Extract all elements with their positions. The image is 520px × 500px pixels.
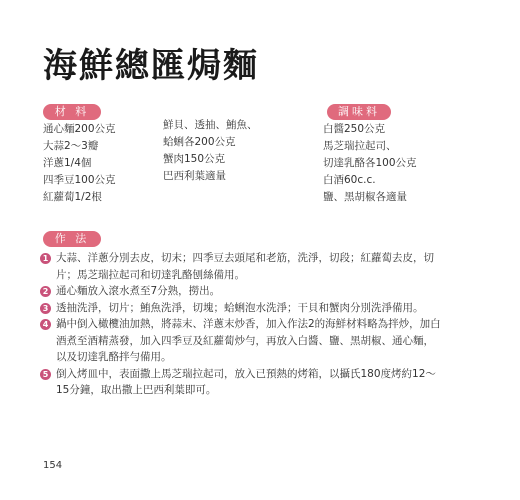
seasoning-item: 白酒60c.c.: [323, 174, 376, 186]
seasoning-list: [323, 121, 417, 206]
ingredient-item: 洋蔥1/4個: [43, 157, 92, 169]
seasoning-heading: 調味料: [327, 104, 391, 120]
ingredient-item: 四季豆100公克: [43, 174, 116, 186]
step-number-badge: 3: [40, 303, 51, 314]
step-number-badge: 2: [40, 286, 51, 297]
seasoning-item: 白醬250公克: [323, 123, 386, 135]
materials-list-2: [163, 117, 258, 185]
seasoning-item: 馬芝瑞拉起司、: [323, 140, 397, 152]
page-number: 154: [43, 460, 63, 471]
materials-list-1: [43, 121, 116, 206]
step-text: 倒入烤皿中，表面撒上馬芝瑞拉起司，放入已預熱的烤箱，以攝氏180度烤約12～15分鐘，取出撒上巴西利葉即可。: [56, 367, 436, 396]
materials-heading: 材 料: [43, 104, 101, 120]
method-heading: 作 法: [43, 231, 101, 247]
ingredient-item: 通心麵200公克: [43, 123, 116, 135]
step-item: [40, 250, 442, 283]
step-text: 透抽洗淨，切片；鮪魚洗淨，切塊；蛤蜊泡水洗淨；干貝和蟹肉分別洗淨備用。: [56, 301, 424, 314]
step-number-badge: 4: [40, 319, 51, 330]
step-text: 大蒜、洋蔥分別去皮，切末；四季豆去頭尾和老筋，洗淨，切段；紅蘿蔔去皮，切片；馬芝瑞拉起司和切達乳酪刨絲備用。: [56, 252, 434, 281]
recipe-title: 海鮮總匯焗麵: [43, 46, 259, 86]
ingredient-item: 蛤蜊各200公克: [163, 136, 236, 148]
step-item: [40, 316, 442, 366]
step-number-badge: 1: [40, 253, 51, 264]
step-item: [40, 283, 442, 300]
step-item: [40, 300, 442, 317]
seasoning-item: 切達乳酪各100公克: [323, 157, 417, 169]
ingredient-item: 巴西利葉適量: [163, 170, 226, 182]
method-steps: [40, 250, 442, 399]
ingredient-item: 大蒜2～3瓣: [43, 140, 99, 152]
ingredient-item: 蟹肉150公克: [163, 153, 226, 165]
step-text: 鍋中倒入橄欖油加熱，將蒜末、洋蔥末炒香，加入作法2的海鮮材料略為拌炒，加白酒煮至酒精蒸發，加入四季豆及紅蘿蔔炒勻，再放入白醬、鹽、黑胡椒、通心麵，以及切達乳酪拌勻備用。: [56, 318, 441, 363]
ingredient-item: 紅蘿蔔1/2根: [43, 191, 102, 203]
step-item: [40, 366, 442, 399]
seasoning-item: 鹽、黑胡椒各適量: [323, 191, 407, 203]
step-text: 通心麵放入滾水煮至7分熟，撈出。: [56, 285, 221, 297]
step-number-badge: 5: [40, 369, 51, 380]
ingredient-item: 鮮貝、透抽、鮪魚、: [163, 119, 258, 131]
